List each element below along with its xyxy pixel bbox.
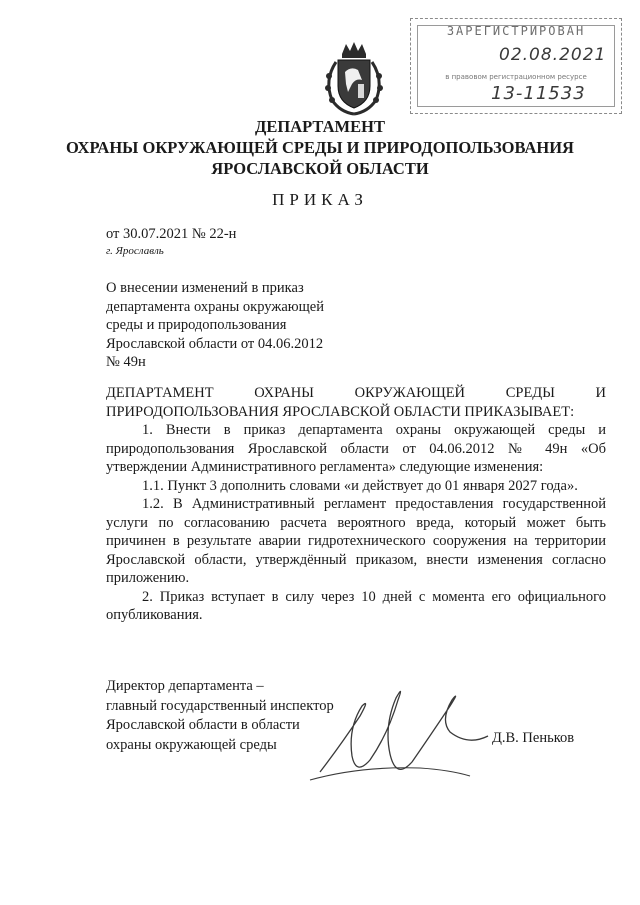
coat-of-arms-emblem [318,40,390,118]
order-paragraph-1: 1. Внести в приказ департамента охраны окружающей среды и природопользования Ярославской области от 04.06.2012 № 49н «Об утверждении Административного регламента» следующие изменения: [106,422,606,475]
subject-line: среды и природопользования [106,317,287,333]
order-body [106,384,606,625]
order-lead-line: ПРИРОДОПОЛЬЗОВАНИЯ ЯРОСЛАВСКОЙ ОБЛАСТИ ПРИКАЗЫВАЕТ: [106,403,575,420]
stamp-date: 02.08.2021 [499,45,607,65]
subject-line: О внесении изменений в приказ [106,280,304,296]
signatory-name: Д.В. Пеньков [492,730,575,746]
department-header [0,116,640,179]
stamp-note: в правовом регистрационном ресурсе [445,73,587,81]
order-lead-line: ДЕПАРТАМЕНТ ОХРАНЫ ОКРУЖАЮЩЕЙ СРЕДЫ И [106,385,606,401]
department-header-line: ОХРАНЫ ОКРУЖАЮЩЕЙ СРЕДЫ И ПРИРОДОПОЛЬЗОВАНИЯ [66,138,574,157]
order-paragraph-1-1: 1.1. Пункт 3 дополнить словами «и действует до 01 января 2027 года». [142,477,578,494]
department-header-line: ЯРОСЛАВСКОЙ ОБЛАСТИ [211,159,429,178]
order-paragraph-1-2: 1.2. В Административный регламент предоставления государственной услуги по согласованию расчета вероятного вреда, который может быть причинен в результате аварии гидротехнического сооружения на территории Ярославской области, утверждённый приказом, внести изменения согласно приложению. [106,496,606,586]
subject-line: департамента охраны окружающей [106,298,324,315]
stamp-title: ЗАРЕГИСТРИРОВАН [446,24,586,38]
document-type-title: ПРИКАЗ [272,190,368,209]
signatory-title-line: главный государственный инспектор [106,697,334,714]
signatory-title-line: охраны окружающей среды [106,736,277,753]
order-subject [106,279,366,372]
department-header-line: ДЕПАРТАМЕНТ [255,117,385,136]
signatory-title-line: Директор департамента – [106,678,264,694]
registration-stamp [410,18,622,114]
order-date-number: от 30.07.2021 № 22-н [106,226,237,242]
subject-line: № 49н [106,354,146,370]
subject-line: Ярославской области от 04.06.2012 [106,335,324,352]
stamp-number: 13-11533 [491,83,586,104]
handwritten-signature [300,676,500,788]
signatory-title-line: Ярославской области в области [106,717,300,733]
order-paragraph-2: 2. Приказ вступает в силу через 10 дней с момента его официального опубликования. [106,588,606,623]
order-city: г. Ярославль [106,245,164,257]
